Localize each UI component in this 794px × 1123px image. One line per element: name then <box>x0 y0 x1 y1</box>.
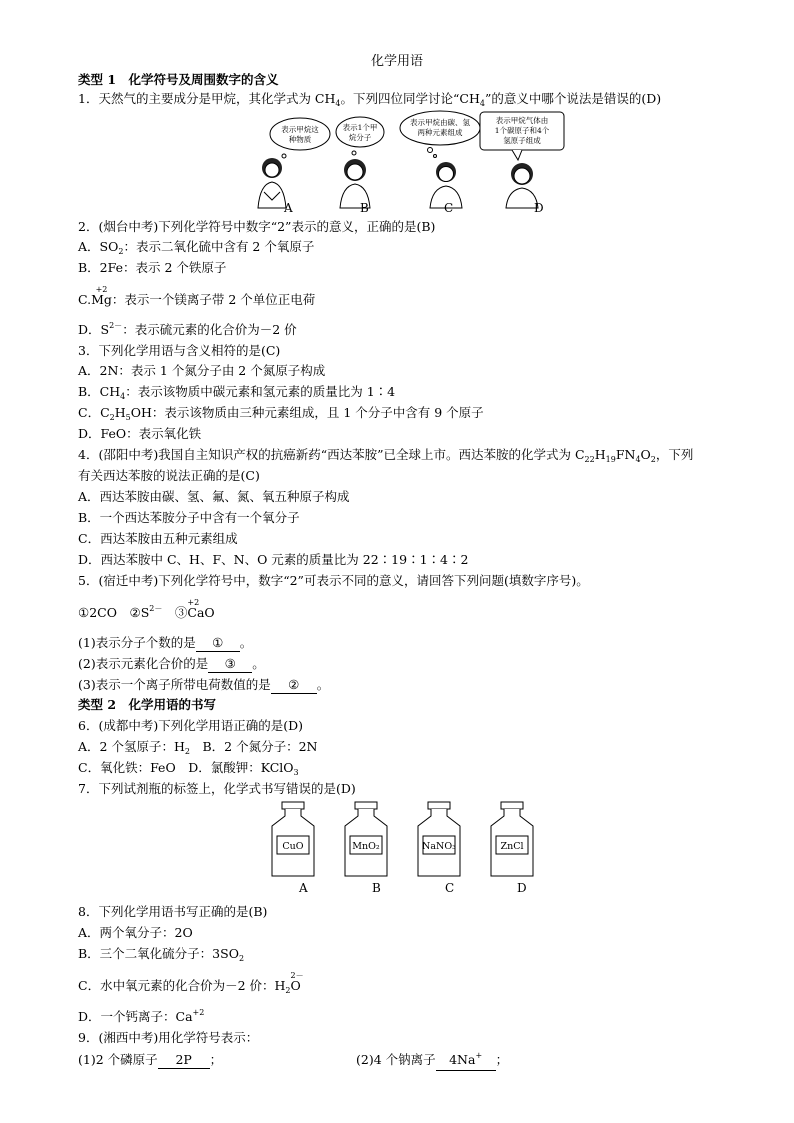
bottle-label-text: CuO <box>282 841 304 852</box>
bottle-label-text: ZnCl <box>500 841 524 852</box>
students-discussion-figure <box>250 108 570 213</box>
svg-text:表示甲烷气体由: 表示甲烷气体由 <box>495 116 549 125</box>
answer-blank: ③ <box>208 656 252 673</box>
page-title: 化学用语 <box>370 54 423 69</box>
question-3-stem: 3．下列化学用语与含义相符的是(C) <box>78 343 281 358</box>
answer-blank: 2P <box>158 1052 210 1069</box>
bottle-letter-c: C <box>445 881 455 895</box>
section-heading-type1: 类型 1 化学符号及周围数字的含义 <box>78 72 279 87</box>
speech-bubble-b <box>336 117 384 155</box>
reagent-bottle-b <box>345 802 387 876</box>
figure-label-c: C <box>444 201 454 215</box>
svg-text:表示1个甲: 表示1个甲 <box>342 123 378 132</box>
question-1-stem: 1．天然气的主要成分是甲烷，其化学式为 $CH_4$。下列四位同学讨论“$CH_4$”的意义中哪个说法是错误的(D) <box>78 91 662 108</box>
speech-bubble-d <box>480 112 564 160</box>
question-6-options-cd: C．氧化铁：FeO D．氯酸钾：KClO$_3$ <box>78 760 299 777</box>
question-2-option-d: D．$S^{2-}$：表示硫元素的化合价为－2 价 <box>78 321 297 337</box>
svg-text:1个碳原子和4个: 1个碳原子和4个 <box>494 126 550 135</box>
question-9-part-2: (2)4 个钠离子 4Na+ ； <box>356 1052 508 1071</box>
question-4-stem-line1: 4．(邵阳中考)我国自主知识产权的抗癌新药“西达苯胺”已全球上市。西达苯胺的化学式为 $C_{22}H_{19}FN_4O_2$，下列 <box>78 447 694 464</box>
question-8-stem: 8．下列化学用语书写正确的是(B) <box>78 904 268 919</box>
question-2-option-a: A．$SO_2$：表示二氧化硫中含有 2 个氧原子 <box>78 239 315 256</box>
question-3-option-d: D．FeO：表示氧化铁 <box>78 426 202 441</box>
question-2-option-b: B．2Fe：表示 2 个铁原子 <box>78 260 227 275</box>
student-a-icon <box>258 158 286 208</box>
question-7-stem: 7．下列试剂瓶的标签上，化学式书写错误的是(D) <box>78 781 356 796</box>
reagent-bottle-a <box>272 802 314 876</box>
question-2-stem: 2．(烟台中考)下列化学符号中数字“2”表示的意义，正确的是(B) <box>78 219 436 234</box>
question-4-stem-line2: 有关西达苯胺的说法正确的是(C) <box>78 468 260 483</box>
question-8-option-b: B．三个二氧化硫分子：$3SO_2$ <box>78 946 245 963</box>
svg-text:烷分子: 烷分子 <box>348 133 372 142</box>
question-4-option-a: A．西达苯胺由碳、氢、氟、氮、氧五种原子构成 <box>78 489 350 504</box>
svg-text:氢原子组成: 氢原子组成 <box>503 136 541 145</box>
question-3-option-b: B．$CH_4$：表示该物质中碳元素和氢元素的质量比为 1∶4 <box>78 384 396 401</box>
svg-text:表示甲烷由碳、氢: 表示甲烷由碳、氢 <box>410 118 470 127</box>
question-5-part-2: (2)表示元素化合价的是 ③ 。 <box>78 656 265 671</box>
svg-text:表示甲烷这: 表示甲烷这 <box>281 125 319 134</box>
question-4-option-c: C．西达苯胺由五种元素组成 <box>78 531 238 546</box>
reagent-bottle-d <box>491 802 533 876</box>
answer-blank: ① <box>196 635 240 652</box>
question-8-option-d: D．一个钙离子：$Ca^{+2}$ <box>78 1008 205 1024</box>
question-2-option-c: C. +2 Mg：表示一个镁离子带 2 个单位正电荷 <box>78 285 316 307</box>
figure-label-b: B <box>360 201 369 215</box>
figure-label-a: A <box>284 201 293 215</box>
question-3-option-c: C．$C_2H_5OH$：表示该物质由三种元素组成，且 1 个分子中含有 9 个原子 <box>78 405 484 422</box>
bottle-label-text: NaNO₃ <box>422 841 456 852</box>
question-5-stem: 5．(宿迁中考)下列化学符号中，数字“2”可表示不同的意义，请回答下列问题(填数字序号)。 <box>78 573 589 588</box>
svg-text:种物质: 种物质 <box>288 135 312 144</box>
question-5-options: ①2CO $②S^{2-}$ ③ +2 CaO <box>78 598 215 620</box>
section-heading-type2: 类型 2 化学用语的书写 <box>78 697 217 712</box>
reagent-bottles-figure <box>270 800 560 880</box>
question-8-option-c: C．水中氧元素的化合价为－2 价：$H_2$ 2－ O <box>78 971 304 995</box>
svg-text:两种元素组成: 两种元素组成 <box>417 128 463 137</box>
question-9-stem: 9．(湘西中考)用化学符号表示： <box>78 1030 259 1045</box>
speech-bubble-c <box>400 111 480 158</box>
question-8-option-a: A．两个氧分子：2O <box>78 925 193 940</box>
bottle-letter-d: D <box>517 881 527 895</box>
question-4-option-b: B．一个西达苯胺分子中含有一个氧分子 <box>78 510 300 525</box>
reagent-bottle-c <box>418 802 460 876</box>
speech-bubble-a <box>270 118 330 158</box>
question-9-part-1: (1)2 个磷原子 2P ； <box>78 1052 223 1067</box>
question-3-option-a: A．2N：表示 1 个氮分子由 2 个氮原子构成 <box>78 363 326 378</box>
figure-label-d: D <box>534 201 544 215</box>
question-6-options-ab: A．2 个氢原子：$H_2$ B．2 个氮分子：2N <box>78 739 318 756</box>
question-5-part-3: (3)表示一个离子所带电荷数值的是 ② 。 <box>78 677 330 692</box>
question-6-stem: 6．(成都中考)下列化学用语正确的是(D) <box>78 718 303 733</box>
question-4-option-d: D．西达苯胺中 C、H、F、N、O 元素的质量比为 22∶19∶1∶4∶2 <box>78 552 469 567</box>
answer-blank: ② <box>271 677 317 694</box>
bottle-letter-b: B <box>372 881 381 895</box>
answer-blank: 4Na+ <box>436 1052 496 1071</box>
bottle-letter-a: A <box>299 881 308 895</box>
question-5-part-1: (1)表示分子个数的是 ① 。 <box>78 635 253 650</box>
bottle-label-text: MnO₂ <box>352 841 380 852</box>
